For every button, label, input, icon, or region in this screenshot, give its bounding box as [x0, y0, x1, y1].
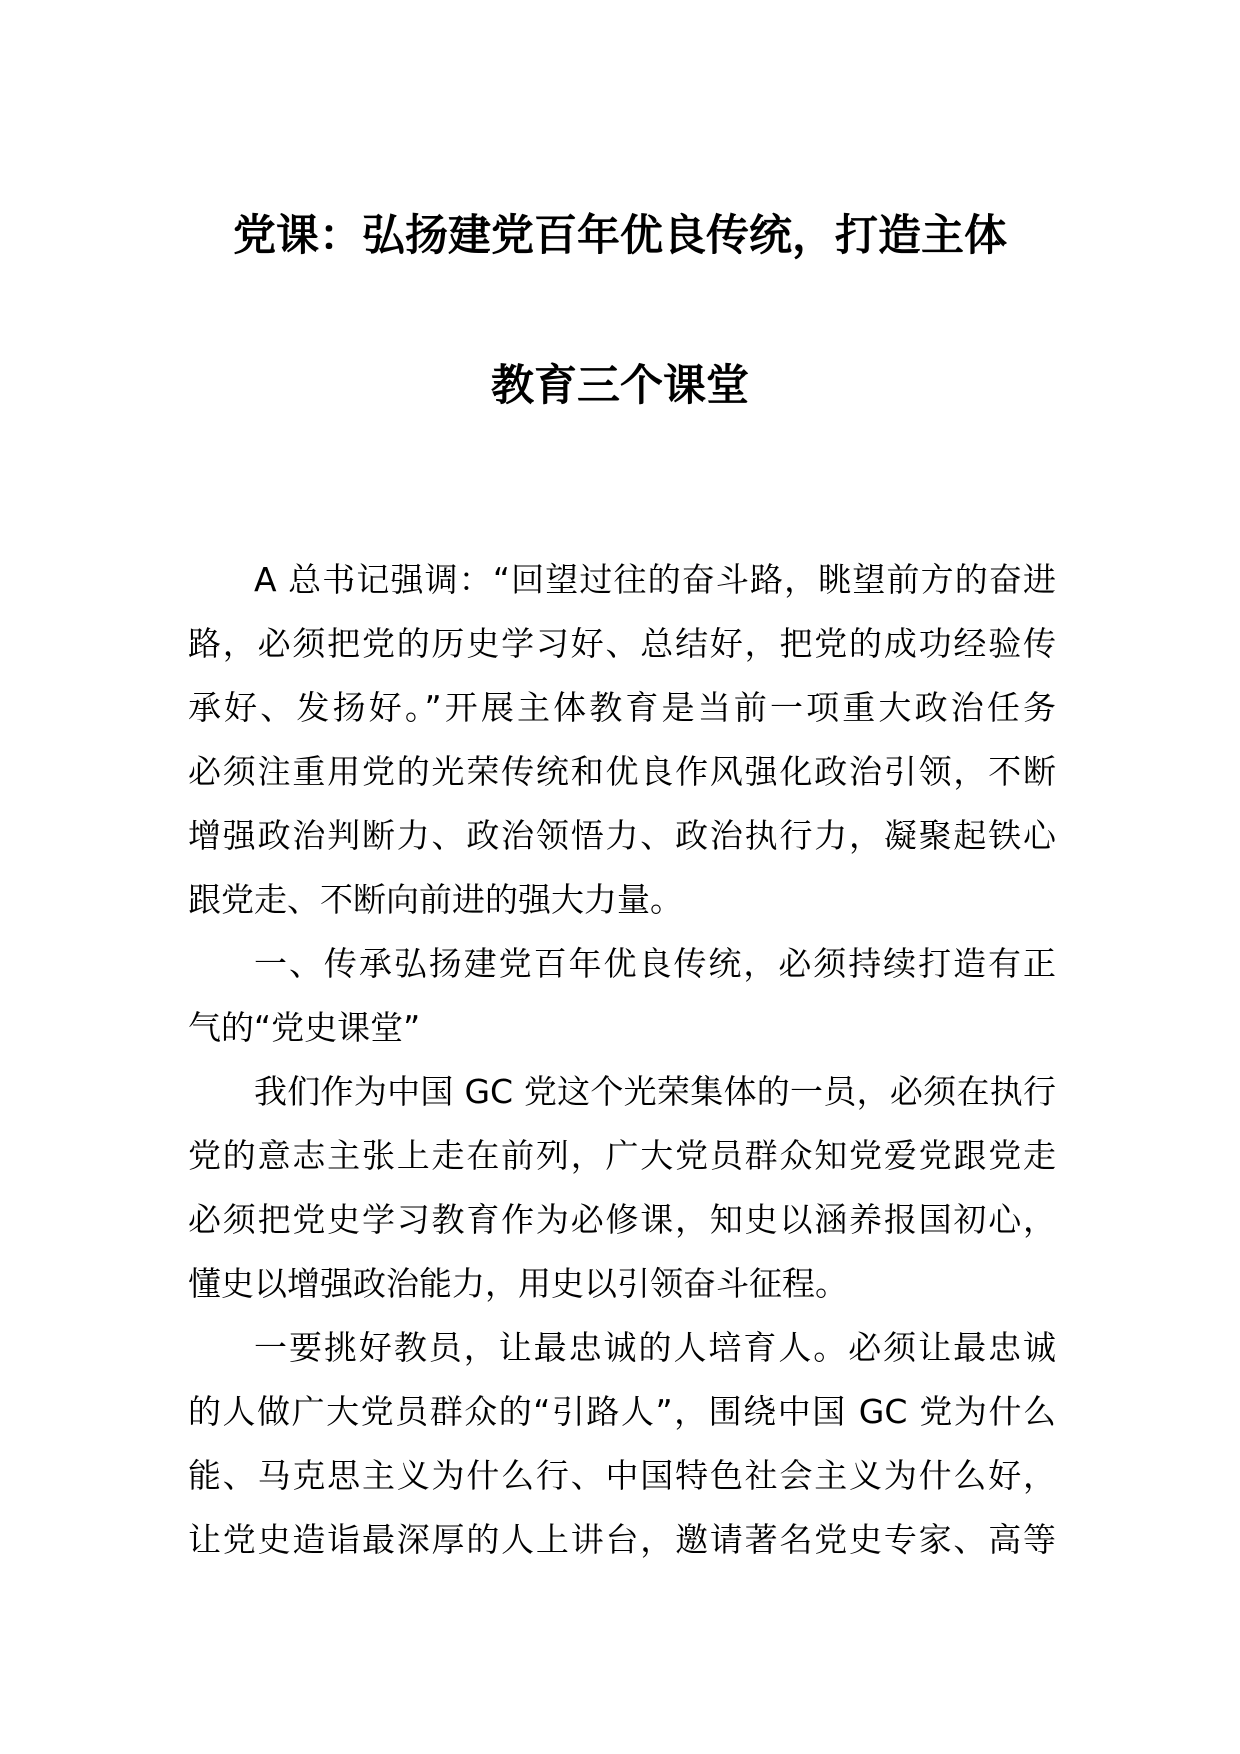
section-heading-1-line-1: 一、传承弘扬建党百年优良传统，必须持续打造有正 — [254, 944, 1056, 983]
section-heading-1-line-2: 气的“党史课堂” — [188, 1008, 421, 1047]
paragraph-1-line-1: A 总书记强调：“回望过往的奋斗路，眺望前方的奋进 — [254, 560, 1056, 599]
document-title-line-1: 党课：弘扬建党百年优良传统，打造主体 — [233, 211, 1007, 261]
paragraph-1-line-5: 增强政治判断力、政治领悟力、政治执行力，凝聚起铁心 — [188, 816, 1056, 855]
paragraph-1-line-3: 承好、发扬好。”开展主体教育是当前一项重大政治任务 — [188, 688, 1056, 727]
paragraph-3-line-1: 一要挑好教员，让最忠诚的人培育人。必须让最忠诚 — [254, 1328, 1056, 1367]
paragraph-1-line-4: 必须注重用党的光荣传统和优良作风强化政治引领，不断 — [188, 752, 1056, 791]
document-title-line-2: 教育三个课堂 — [491, 361, 749, 411]
paragraph-3-line-3: 能、马克思主义为什么行、中国特色社会主义为什么好， — [188, 1456, 1056, 1495]
paragraph-2-line-4: 懂史以增强政治能力，用史以引领奋斗征程。 — [188, 1264, 848, 1303]
paragraph-3-line-4: 让党史造诣最深厚的人上讲台，邀请著名党史专家、高等 — [188, 1520, 1056, 1559]
paragraph-2-line-1: 我们作为中国 GC 党这个光荣集体的一员，必须在执行 — [254, 1072, 1056, 1111]
paragraph-3-line-2: 的人做广大党员群众的“引路人”，围绕中国 GC 党为什么 — [188, 1392, 1056, 1431]
paragraph-1-line-6: 跟党走、不断向前进的强大力量。 — [188, 880, 683, 919]
paragraph-2-line-2: 党的意志主张上走在前列，广大党员群众知党爱党跟党走 — [188, 1136, 1056, 1175]
paragraph-2-line-3: 必须把党史学习教育作为必修课，知史以涵养报国初心， — [188, 1200, 1056, 1239]
paragraph-1-line-2: 路，必须把党的历史学习好、总结好，把党的成功经验传 — [188, 624, 1056, 663]
